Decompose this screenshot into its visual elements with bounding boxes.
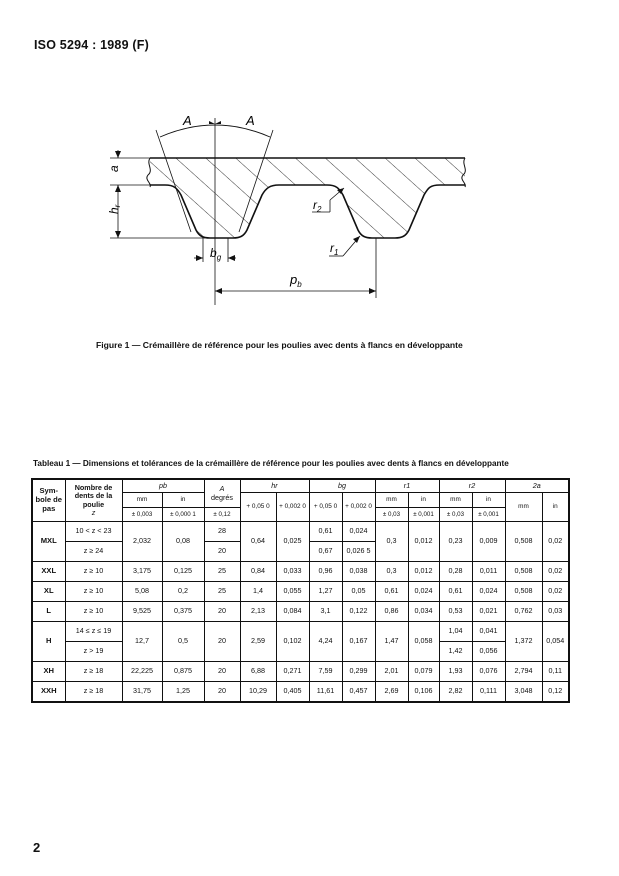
header-r2: r2 [439,479,505,493]
figure-caption: Figure 1 — Crémaillère de référence pour les poulies avec dents à flancs en développante [96,340,463,350]
header-a: A degrés [204,479,240,508]
unit-in: in [542,493,569,522]
page-number: 2 [33,840,41,855]
tol-r1-mm: ± 0,03 [375,508,408,522]
angle-a-left-label: A [183,113,192,128]
radius-r1-label: $r_1$ [330,241,339,257]
rack-profile-figure [0,0,619,330]
unit-mm: mm [439,493,472,508]
tol-pb-in: ± 0,000 1 [162,508,204,522]
tol-hr-mm: + 0,05 0 [240,493,276,522]
unit-mm: mm [122,493,162,508]
tol-a: ± 0,12 [204,508,240,522]
unit-in: in [408,493,439,508]
unit-in: in [162,493,204,508]
header-symbole: Sym- bole de pas [32,479,65,522]
table-row: z > 19 1,42 0,056 [32,642,569,662]
document-header: ISO 5294 : 1989 (F) [34,38,149,52]
tol-r2-in: ± 0,001 [472,508,505,522]
table-row: XL z ≥ 10 5,08 0,2 25 1,4 0,055 1,27 0,05 0,61 0,024 0,61 0,024 0,508 0,02 [32,582,569,602]
radius-r2-label: $r_2$ [313,198,322,214]
dimension-pb-label: $p_b$ [290,272,302,289]
table-row: MXL 10 < z < 23 2,032 0,08 28 0,64 0,025 0,61 0,024 0,3 0,012 0,23 0,009 0,508 0,02 [32,522,569,542]
angle-a-right-label: A [246,113,255,128]
unit-mm: mm [505,493,542,522]
header-hr: hr [240,479,309,493]
table-row: L z ≥ 10 9,525 0,375 20 2,13 0,084 3,1 0,122 0,86 0,034 0,53 0,021 0,762 0,03 [32,602,569,622]
table-row: XXL z ≥ 10 3,175 0,125 25 0,84 0,033 0,96 0,038 0,3 0,012 0,28 0,011 0,508 0,02 [32,562,569,582]
tol-r2-mm: ± 0,03 [439,508,472,522]
rack-hatching [140,150,480,250]
tol-bg-mm: + 0,05 0 [309,493,342,522]
table-row: XH z ≥ 18 22,225 0,875 20 6,88 0,271 7,59 0,299 2,01 0,079 1,93 0,076 2,794 0,11 [32,662,569,682]
table-row: XXH z ≥ 18 31,75 1,25 20 10,29 0,405 11,61 0,457 2,69 0,106 2,82 0,111 3,048 0,12 [32,682,569,703]
table-row: H 14 ≤ z ≤ 19 12,7 0,5 20 2,59 0,102 4,24 0,167 1,47 0,058 1,04 0,041 1,372 0,054 [32,622,569,642]
tol-pb-mm: ± 0,003 [122,508,162,522]
header-2a: 2a [505,479,569,493]
tol-r1-in: ± 0,001 [408,508,439,522]
header-bg: bg [309,479,375,493]
dimensions-table [31,478,570,703]
table-row: z ≥ 24 20 0,67 0,026 5 [32,542,569,562]
header-nombre: Nombre de dents de la poulie z [65,479,122,522]
header-pb: pb [122,479,204,493]
header-r1: r1 [375,479,439,493]
unit-in: in [472,493,505,508]
tol-hr-in: + 0,002 0 [276,493,309,522]
unit-mm: mm [375,493,408,508]
dimension-bg-label: $b_g$ [210,246,222,262]
tol-bg-in: + 0,002 0 [342,493,375,522]
dimension-a-label: a [107,165,121,172]
table-caption: Tableau 1 — Dimensions et tolérances de la crémaillère de référence pour les poulies avec dents à flancs en développante [33,459,509,468]
dimension-hr-label: hr [107,204,122,214]
